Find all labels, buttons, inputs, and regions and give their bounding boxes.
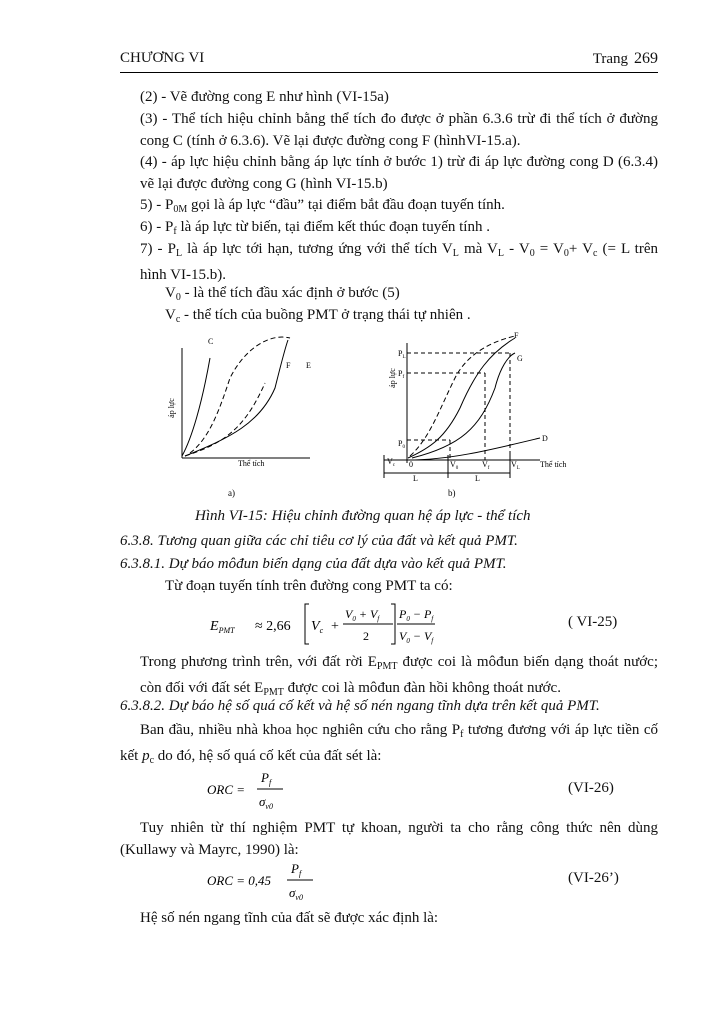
b-label-pl <box>398 349 406 360</box>
eq26b-num-sub: f <box>298 869 302 878</box>
b-ylabel: áp lực <box>388 368 397 388</box>
b-pl-sub: L <box>402 355 406 360</box>
eq25-approx: ≈ 2,66 <box>255 619 291 634</box>
a-label-c: C <box>208 337 214 346</box>
eq26-den <box>259 794 273 811</box>
page-label: Trang <box>592 51 628 67</box>
eq25-num2-minus: − P <box>409 607 432 621</box>
s7-f-sub: c <box>592 248 598 259</box>
eq26-num <box>260 770 273 787</box>
eq26b-den-sub: v0 <box>295 893 303 902</box>
p2-a: Trong phương trình trên, với đất rời E <box>140 654 377 670</box>
para-linear: Từ đoạn tuyến tính trên đường cong PMT ta có: <box>165 578 453 594</box>
p3-pc-sub: c <box>149 754 155 766</box>
s7-e: = V <box>534 241 564 257</box>
p3-pc: p <box>142 747 150 764</box>
eq26-num-sub: f <box>268 778 272 787</box>
b-v0: V <box>450 460 456 469</box>
figure-vi-15 <box>130 328 590 503</box>
b-panel-label: b) <box>448 488 456 498</box>
b-label-vc <box>387 457 396 468</box>
eq25-plus: + <box>331 619 339 634</box>
v0-post: - là thể tích đầu xác định ở bước (5) <box>180 285 400 301</box>
s7-a-sub: L <box>175 248 183 259</box>
eq25-num1 <box>345 607 380 623</box>
section-6-3-8: 6.3.8. Tương quan giữa các chỉ tiêu cơ lý của đất và kết quả PMT. <box>120 533 518 549</box>
eq25-num2 <box>398 607 434 623</box>
s7-e-sub: 0 <box>563 248 569 259</box>
b-vf: V <box>482 460 488 469</box>
s7-a: 7) - P <box>140 241 176 257</box>
eq25-num2-s1: 0 <box>406 615 410 623</box>
eq26b-den <box>289 885 303 902</box>
step-4: (4) - áp lực hiệu chỉnh bằng áp lực tính ở bước 1) trừ đi áp lực đường cong D (6.3.4) vẽ lại được đường cong G (hình VI-15.b) <box>140 154 658 192</box>
eq25-lhs <box>209 619 235 635</box>
b-v0-sub: 0 <box>455 466 459 471</box>
p3-a: Ban đầu, nhiều nhà khoa học nghiên cứu cho rằng P <box>140 722 461 738</box>
p3-c: do đó, hệ số quá cố kết của đất sét là: <box>154 747 382 764</box>
para-pmt-self-boring: Tuy nhiên từ thí nghiệm PMT tự khoan, người ta cho rằng công thức nên dùng (Kullawy và Mayrc, 1990) là: <box>120 820 658 858</box>
p2-a-sub: PMT <box>376 661 398 672</box>
curve-c <box>182 358 210 456</box>
p3-b: tương đương với áp lực tiền cố kết <box>120 722 659 764</box>
b-curve-g <box>412 353 515 458</box>
eq25-vc-sub: c <box>319 626 324 635</box>
eq25-num1-s2: f <box>377 615 380 623</box>
eq25-bracket-left <box>305 604 309 644</box>
a-ylabel: áp lực <box>167 398 176 418</box>
panel-a <box>182 337 310 458</box>
b-label-vl <box>511 460 520 471</box>
eq25-den2-s1: 0 <box>406 637 410 645</box>
b-vc-sub: c <box>392 463 396 468</box>
a-panel-label: a) <box>228 488 235 498</box>
p2-b-sub: PMT <box>263 686 284 698</box>
p2-b: được coi là môđun biến dạng thoát nước; còn đối với đất sét E <box>140 654 659 696</box>
b-label-p0 <box>398 439 405 450</box>
b-curve-f <box>410 336 515 456</box>
equation-vi-26 <box>205 768 305 812</box>
b-pl: P <box>398 349 403 358</box>
page-number: 269 <box>634 50 658 67</box>
eq25-num2-s2: f <box>431 615 434 623</box>
p2-c: được coi là môđun đàn hồi không thoát nước. <box>283 679 561 696</box>
b-pf: P <box>398 369 403 378</box>
figure-caption: Hình VI-15: Hiệu chỉnh đường quan hệ áp lực - thể tích <box>195 508 531 524</box>
b-curve-d <box>408 438 540 460</box>
curve-f <box>190 337 290 453</box>
eq25-den2 <box>399 629 434 645</box>
chapter-title: CHƯƠNG VI <box>120 50 205 66</box>
eq25-e-sub: PMT <box>218 626 235 635</box>
curve-e <box>185 340 288 456</box>
a-label-f: F <box>286 361 291 370</box>
vc-post: - thể tích của buồng PMT ở trạng thái tự nhiên . <box>180 307 471 323</box>
s7-d: - V <box>504 241 530 257</box>
s7-b: là áp lực tới hạn, tương ứng với thể tích V <box>182 241 453 257</box>
eq26b-number: (VI-26’) <box>568 870 619 886</box>
b-label-g: G <box>517 354 523 363</box>
s7-b-sub: L <box>452 248 459 259</box>
vc-definition <box>165 305 658 331</box>
s7-c: mà V <box>458 241 498 257</box>
eq26b-lhs: ORC = 0,45 <box>207 873 272 888</box>
b-label-vf <box>482 460 490 471</box>
eq25-den2-s2: f <box>431 637 434 645</box>
s5-post: gọi là áp lực “đầu” tại điểm bắt đầu đoạn tuyến tính. <box>187 197 505 213</box>
b-label-v0 <box>450 460 459 471</box>
eq25-num1-v: V <box>345 607 353 621</box>
eq25-den2-minus: − V <box>409 629 432 643</box>
s7-d-sub: 0 <box>529 248 535 259</box>
b-p0: P <box>398 439 403 448</box>
b-vf-sub: f <box>487 466 490 471</box>
eq25-vc <box>311 619 324 635</box>
para-k0: Hệ số nén ngang tĩnh của đất sẽ được xác định là: <box>140 910 439 926</box>
vc-sub: c <box>175 314 181 325</box>
v0-pre: V <box>165 285 176 301</box>
eq26b-den-s: σ <box>289 885 296 900</box>
eq25-num2-p: P <box>399 607 407 621</box>
vc-pre: V <box>165 307 176 323</box>
step-7 <box>140 239 658 286</box>
eq26b-num-p: P <box>291 861 299 876</box>
eq25-num1-plus: + V <box>355 607 378 621</box>
s5-pre: 5) - P <box>140 197 174 213</box>
eq25-e: E <box>210 619 219 634</box>
equation-vi-25 <box>205 600 435 648</box>
page-number-label <box>593 50 658 68</box>
b-pf-sub: f <box>402 375 405 380</box>
page-header <box>120 50 658 73</box>
eq25-vc-v: V <box>311 619 320 634</box>
section-6-3-8-2: 6.3.8.2. Dự báo hệ số quá cố kết và hệ số nén ngang tĩnh dựa trên kết quả PMT. <box>120 698 600 714</box>
eq25-number: ( VI-25) <box>568 614 618 630</box>
b-label-l2: L <box>475 474 480 483</box>
para-pf <box>120 720 658 771</box>
b-label-d: D <box>542 434 548 443</box>
s7-c-sub: L <box>497 248 505 259</box>
a-label-e: E <box>306 361 311 370</box>
b-vc: V <box>387 457 393 466</box>
s7-g: (= L trên hình VI-15.b). <box>140 241 659 283</box>
b-xlabel: Thể tích <box>540 460 567 469</box>
b-label-pf <box>398 369 404 380</box>
step-2: (2) - Vẽ đường cong E như hình (VI-15a) <box>140 89 389 105</box>
b-p0-sub: 0 <box>402 445 405 450</box>
eq25-num1-s1: 0 <box>352 615 356 623</box>
s5-sub: 0M <box>173 204 188 215</box>
b-label-zero: 0 <box>409 460 413 469</box>
equation-vi-26b <box>205 858 335 904</box>
eq26b-num <box>290 861 303 878</box>
b-label-f: F <box>514 331 519 340</box>
eq26-lhs: ORC = <box>207 782 246 797</box>
s6-pre: 6) - P <box>140 219 174 235</box>
eq26-den-sub: v0 <box>265 802 273 811</box>
v0-sub: 0 <box>175 292 181 303</box>
s6-sub: f <box>173 226 177 237</box>
p3-a-sub: f <box>460 729 464 740</box>
eq25-den1: 2 <box>363 629 369 643</box>
b-label-l1: L <box>413 474 418 483</box>
b-vl-sub: L <box>516 466 520 471</box>
eq25-den2-v: V <box>399 629 407 643</box>
eq26-number: (VI-26) <box>568 780 614 796</box>
section-6-3-8-1: 6.3.8.1. Dự báo môđun biến dạng của đất dựa vào kết quả PMT. <box>120 556 507 572</box>
step-3: (3) - Thể tích hiệu chỉnh bằng thể tích đo được ở phần 6.3.6 trừ đi thể tích ở đường cong C (tính ở 6.3.6). Vẽ lại được đường cong F (hìnhVI-15.a). <box>140 111 658 149</box>
b-vl: V <box>511 460 517 469</box>
eq26-num-p: P <box>261 770 269 785</box>
s7-f: + V <box>568 241 593 257</box>
s6-post: là áp lực từ biến, tại điểm kết thúc đoạn tuyến tính . <box>176 219 490 235</box>
a-xlabel: Thể tích <box>238 459 265 468</box>
eq26-den-s: σ <box>259 794 266 809</box>
